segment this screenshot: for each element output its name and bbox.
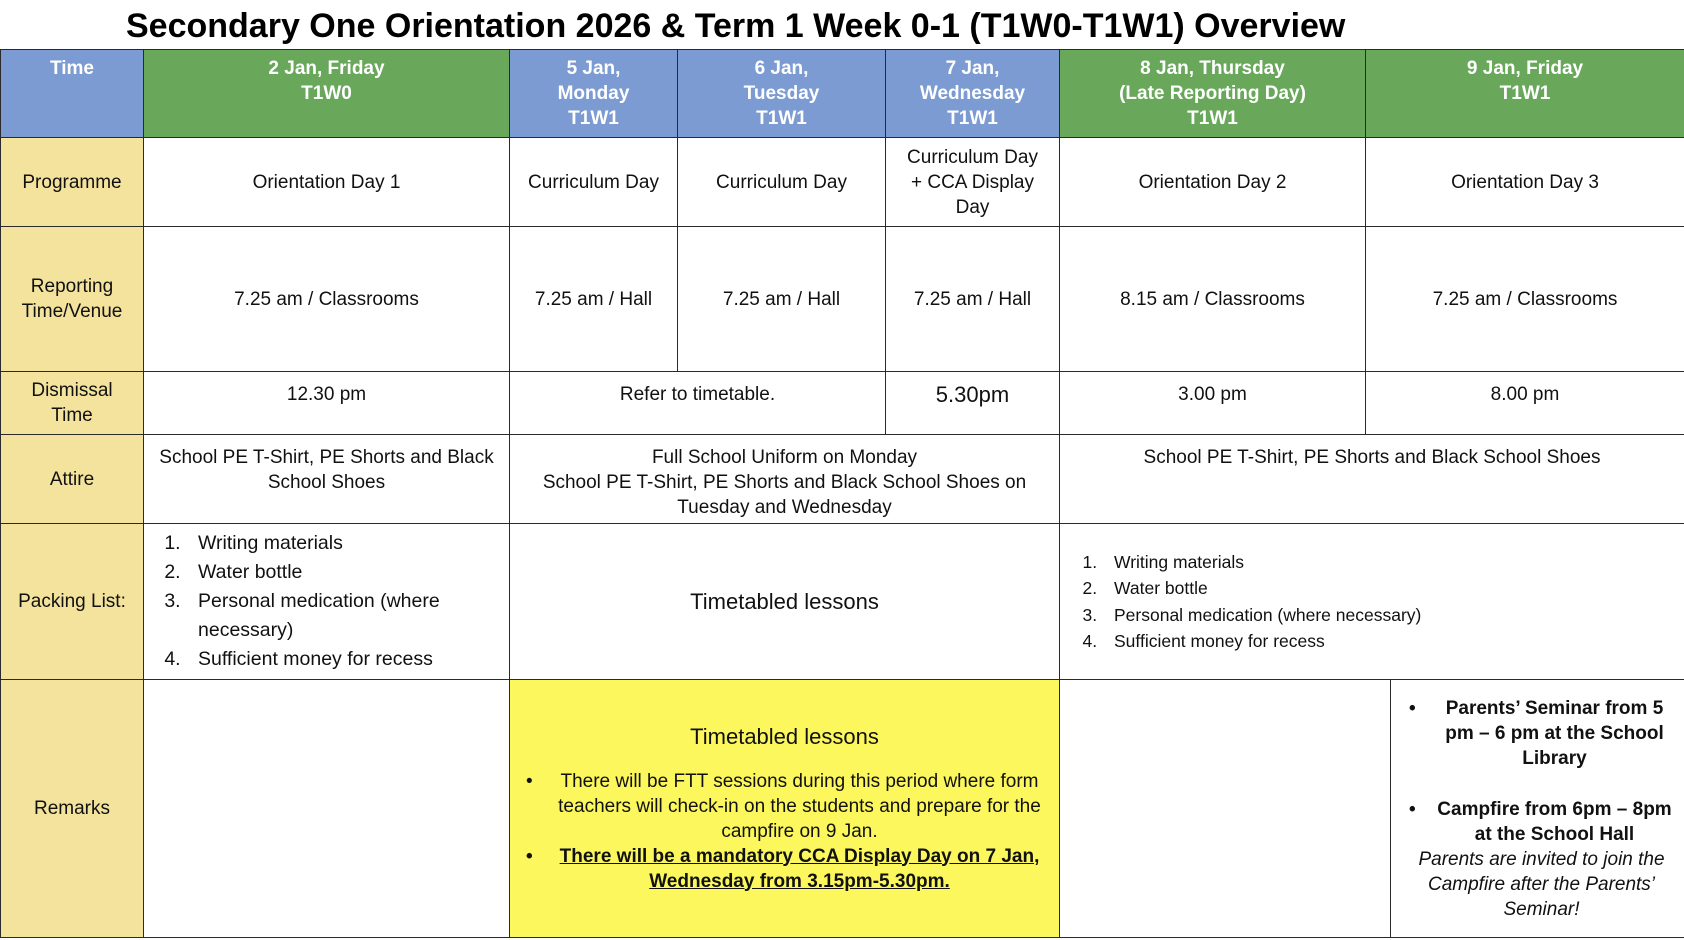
packing-item: 3. Personal medication (where necessary) (1102, 602, 1678, 629)
attire-line: School PE T-Shirt, PE Shorts and Black (159, 447, 494, 468)
dismissal-cell: 8.00 pm (1366, 372, 1684, 435)
remarks-cell-empty (144, 680, 510, 938)
remarks-bullets (516, 769, 1053, 894)
programme-cell: Curriculum Day (510, 138, 678, 227)
attire-cell: School PE T-Shirt, PE Shorts and Black School Shoes (1060, 435, 1684, 524)
packing-item: 3. Personal medication (where necessary) (186, 587, 503, 645)
packing-item: 2. Water bottle (1102, 575, 1678, 602)
packing-item: 2. Water bottle (186, 558, 503, 587)
packing-item: 4. Sufficient money for recess (186, 645, 503, 674)
header-day-9-jan (1366, 50, 1684, 138)
reporting-cell: 7.25 am / Hall (678, 227, 886, 372)
row-label-dismissal (1, 372, 144, 435)
row-label: Dismissal (31, 380, 113, 401)
packing-list (1066, 549, 1678, 655)
header-time (1, 50, 144, 138)
row-label-remarks (1, 680, 144, 938)
dismissal-cell: 3.00 pm (1060, 372, 1366, 435)
reporting-cell: 7.25 am / Hall (886, 227, 1060, 372)
header-weekday: Tuesday (743, 83, 820, 104)
programme-cell: Orientation Day 2 (1060, 138, 1366, 227)
row-label: Programme (22, 171, 122, 193)
packing-cell (144, 524, 510, 680)
header-day-7-jan (886, 50, 1060, 138)
header-date: 5 Jan, (566, 58, 621, 79)
attire-cell (510, 435, 1060, 524)
header-day-8-jan (1060, 50, 1366, 138)
packing-cell (1060, 524, 1684, 680)
header-note: (Late Reporting Day) (1119, 83, 1306, 104)
attire-row (1, 435, 1684, 524)
dismissal-row (1, 372, 1684, 435)
attire-line: Full School Uniform on Monday (651, 447, 918, 468)
programme-row (1, 138, 1684, 227)
attire-line: School Shoes (267, 472, 386, 493)
packing-item: 1. Writing materials (186, 529, 503, 558)
packing-row (1, 524, 1684, 680)
packing-item: 4. Sufficient money for recess (1102, 628, 1678, 655)
attire-line: School PE T-Shirt, PE Shorts and Black School Shoes on (542, 472, 1027, 493)
row-label: Reporting (30, 276, 114, 297)
remarks-cell-highlight (510, 680, 1060, 938)
header-week: T1W1 (756, 108, 807, 129)
row-label: Attire (49, 468, 95, 490)
remarks-row (1, 680, 1684, 938)
header-date: 2 Jan, Friday (268, 58, 385, 79)
dismissal-cell: Refer to timetable. (510, 372, 886, 435)
header-date: 6 Jan, (754, 58, 809, 79)
header-day-6-jan (678, 50, 886, 138)
row-label: Packing List: (18, 591, 126, 612)
mandatory-notice: • There will be a mandatory CCA Display Day on 7 Jan, Wednesday from 3.15pm-5.30pm. (546, 844, 1053, 894)
attire-cell (144, 435, 510, 524)
event-list (1397, 696, 1678, 847)
header-week: T1W1 (1187, 108, 1238, 129)
reporting-cell: 7.25 am / Classrooms (144, 227, 510, 372)
reporting-cell: 7.25 am / Classrooms (1366, 227, 1684, 372)
programme-line: Day (955, 196, 990, 218)
header-date: 9 Jan, Friday (1466, 58, 1584, 79)
remarks-cell-events (1391, 680, 1684, 938)
remarks-cell-empty (1060, 680, 1391, 938)
packing-list (150, 529, 503, 674)
overview-table (0, 49, 1684, 938)
packing-cell: Timetabled lessons (510, 524, 1060, 680)
row-label: Remarks (33, 798, 110, 819)
reporting-cell: 8.15 am / Classrooms (1060, 227, 1366, 372)
header-date: 8 Jan, Thursday (1140, 58, 1285, 79)
header-week: T1W0 (301, 83, 352, 104)
row-label-programme (1, 138, 144, 227)
page-title: Secondary One Orientation 2026 & Term 1 Week 0-1 (T1W0-T1W1) Overview (126, 7, 1346, 45)
programme-cell (886, 138, 1060, 227)
header-week: T1W1 (947, 108, 998, 129)
programme-cell: Orientation Day 1 (144, 138, 510, 227)
campfire-item: • Campfire from 6pm – 8pm at the School Hall (1431, 797, 1678, 847)
header-week: T1W1 (568, 108, 619, 129)
remarks-heading: Timetabled lessons (690, 723, 879, 749)
header-week: T1W1 (1499, 83, 1551, 104)
header-date: 7 Jan, (945, 58, 1000, 79)
row-label-reporting (1, 227, 144, 372)
row-label-packing (1, 524, 144, 680)
parents-note: Parents are invited to join the Campfire after the Parents’ Seminar! (1418, 848, 1665, 920)
dismissal-cell: 5.30pm (886, 372, 1060, 435)
header-time-label: Time (49, 58, 94, 79)
programme-line: + CCA Display (910, 171, 1035, 193)
packing-item: 1. Writing materials (1102, 549, 1678, 576)
header-weekday: Wednesday (919, 83, 1026, 104)
header-day-2-jan (144, 50, 510, 138)
programme-cell: Orientation Day 3 (1366, 138, 1684, 227)
header-day-5-jan (510, 50, 678, 138)
programme-cell: Curriculum Day (678, 138, 886, 227)
reporting-row (1, 227, 1684, 372)
row-label-attire (1, 435, 144, 524)
remarks-bullet: • There will be FTT sessions during this period where form teachers will check-in on the students and prepare for the campfire on 9 Jan. (546, 769, 1053, 844)
dismissal-cell: 12.30 pm (144, 372, 510, 435)
reporting-cell: 7.25 am / Hall (510, 227, 678, 372)
row-label: Time/Venue (21, 301, 123, 322)
header-row (1, 50, 1684, 138)
parents-seminar-item: • Parents’ Seminar from 5 pm – 6 pm at the School Library (1431, 696, 1678, 771)
header-weekday: Monday (557, 83, 630, 104)
attire-line: Tuesday and Wednesday (677, 497, 892, 518)
programme-line: Curriculum Day (907, 146, 1038, 168)
row-label: Time (51, 405, 93, 426)
